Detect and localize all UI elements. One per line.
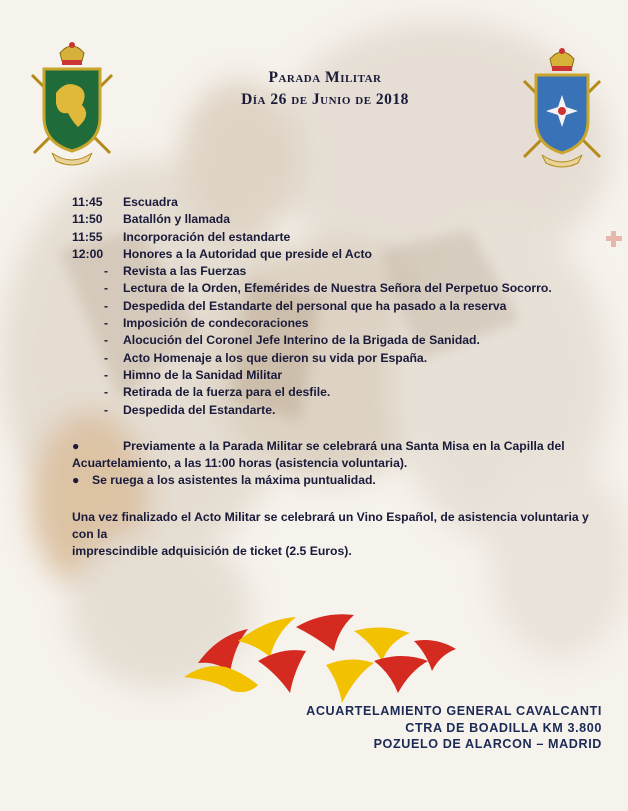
right-crest-icon — [514, 43, 610, 173]
closing-line1: Una vez finalizado el Acto Militar se celebrará un Vino Español, de asistencia voluntaria y con la — [72, 510, 589, 541]
punctuality-note — [72, 472, 612, 489]
address-line2: CTRA DE BOADILLA KM 3.800 — [405, 720, 602, 735]
address-line3: POZUELO DE ALARCON – MADRID — [373, 737, 602, 751]
address-line1: ACUARTELAMIENTO GENERAL CAVALCANTI — [306, 704, 602, 718]
sub-item-text: Alocución del Coronel Jefe Interino de la Brigada de Sanidad. — [123, 333, 480, 348]
sub-item-text: Acto Homenaje a los que dieron su vida por España. — [123, 350, 428, 365]
schedule-activity: Honores a la Autoridad que preside el Acto — [123, 246, 372, 261]
mass-note — [72, 438, 612, 455]
sub-item — [72, 402, 612, 419]
schedule-activity: Incorporación del estandarte — [123, 229, 291, 244]
sub-item-text: Retirada de la fuerza para el desfile. — [123, 385, 331, 400]
spanish-flag-logo-icon — [178, 611, 460, 709]
sub-item — [72, 315, 612, 332]
sub-item-text: Despedida del Estandarte del personal que ha pasado a la reserva — [123, 298, 507, 313]
schedule-activity: Batallón y llamada — [123, 212, 231, 227]
sub-item — [72, 350, 612, 367]
sub-item-text: Despedida del Estandarte. — [123, 402, 276, 417]
notes — [72, 438, 612, 489]
sub-item-marker: - — [104, 367, 109, 382]
sub-item — [72, 263, 612, 280]
sub-item — [72, 384, 612, 401]
sub-item-marker: - — [104, 264, 109, 279]
left-crest-icon — [22, 35, 122, 170]
bullet-icon: ● — [72, 439, 80, 453]
sub-item-marker: - — [104, 385, 109, 400]
sub-item-text: Lectura de la Orden, Efemérides de Nuestra Señora del Perpetuo Socorro. — [123, 281, 552, 296]
mass-note-line2: Acuartelamiento, a las 11:00 horas (asistencia voluntaria). — [72, 456, 408, 470]
sub-item — [72, 332, 612, 349]
schedule-time: 11:50 — [72, 212, 103, 227]
sub-item-marker: - — [104, 298, 109, 313]
schedule-row — [72, 246, 612, 263]
sub-item — [72, 280, 612, 297]
sub-item — [72, 367, 612, 384]
event-date: Día 26 de Junio de 2018 — [241, 91, 409, 108]
sub-item-text: Revista a las Fuerzas — [123, 264, 247, 279]
sub-item-marker: - — [104, 402, 109, 417]
schedule-time: 12:00 — [72, 246, 104, 261]
bullet-icon: ● — [72, 473, 80, 487]
schedule-time: 11:45 — [72, 195, 103, 209]
closing-line2: imprescindible adquisición de ticket (2.5 Euros). — [72, 544, 352, 558]
mass-note-line1: Previamente a la Parada Militar se celebrará una Santa Misa en la Capilla del — [123, 439, 565, 453]
sub-item-marker: - — [104, 333, 109, 348]
schedule-row — [72, 229, 612, 246]
event-title: Parada Militar — [268, 69, 382, 86]
sub-item-marker: - — [104, 350, 109, 365]
schedule — [72, 194, 612, 419]
sub-item-text: Imposición de condecoraciones — [123, 316, 309, 331]
closing-text — [72, 509, 612, 560]
schedule-activity: Escuadra — [123, 195, 178, 209]
sub-item — [72, 298, 612, 315]
sub-item-text: Himno de la Sanidad Militar — [123, 367, 283, 382]
sub-item-marker: - — [104, 316, 109, 331]
schedule-time: 11:55 — [72, 229, 103, 244]
schedule-row — [72, 211, 612, 228]
sub-item-marker: - — [104, 281, 109, 296]
address-block — [306, 703, 602, 753]
punctuality-text: Se ruega a los asistentes la máxima puntualidad. — [92, 473, 376, 487]
schedule-row — [72, 194, 612, 211]
